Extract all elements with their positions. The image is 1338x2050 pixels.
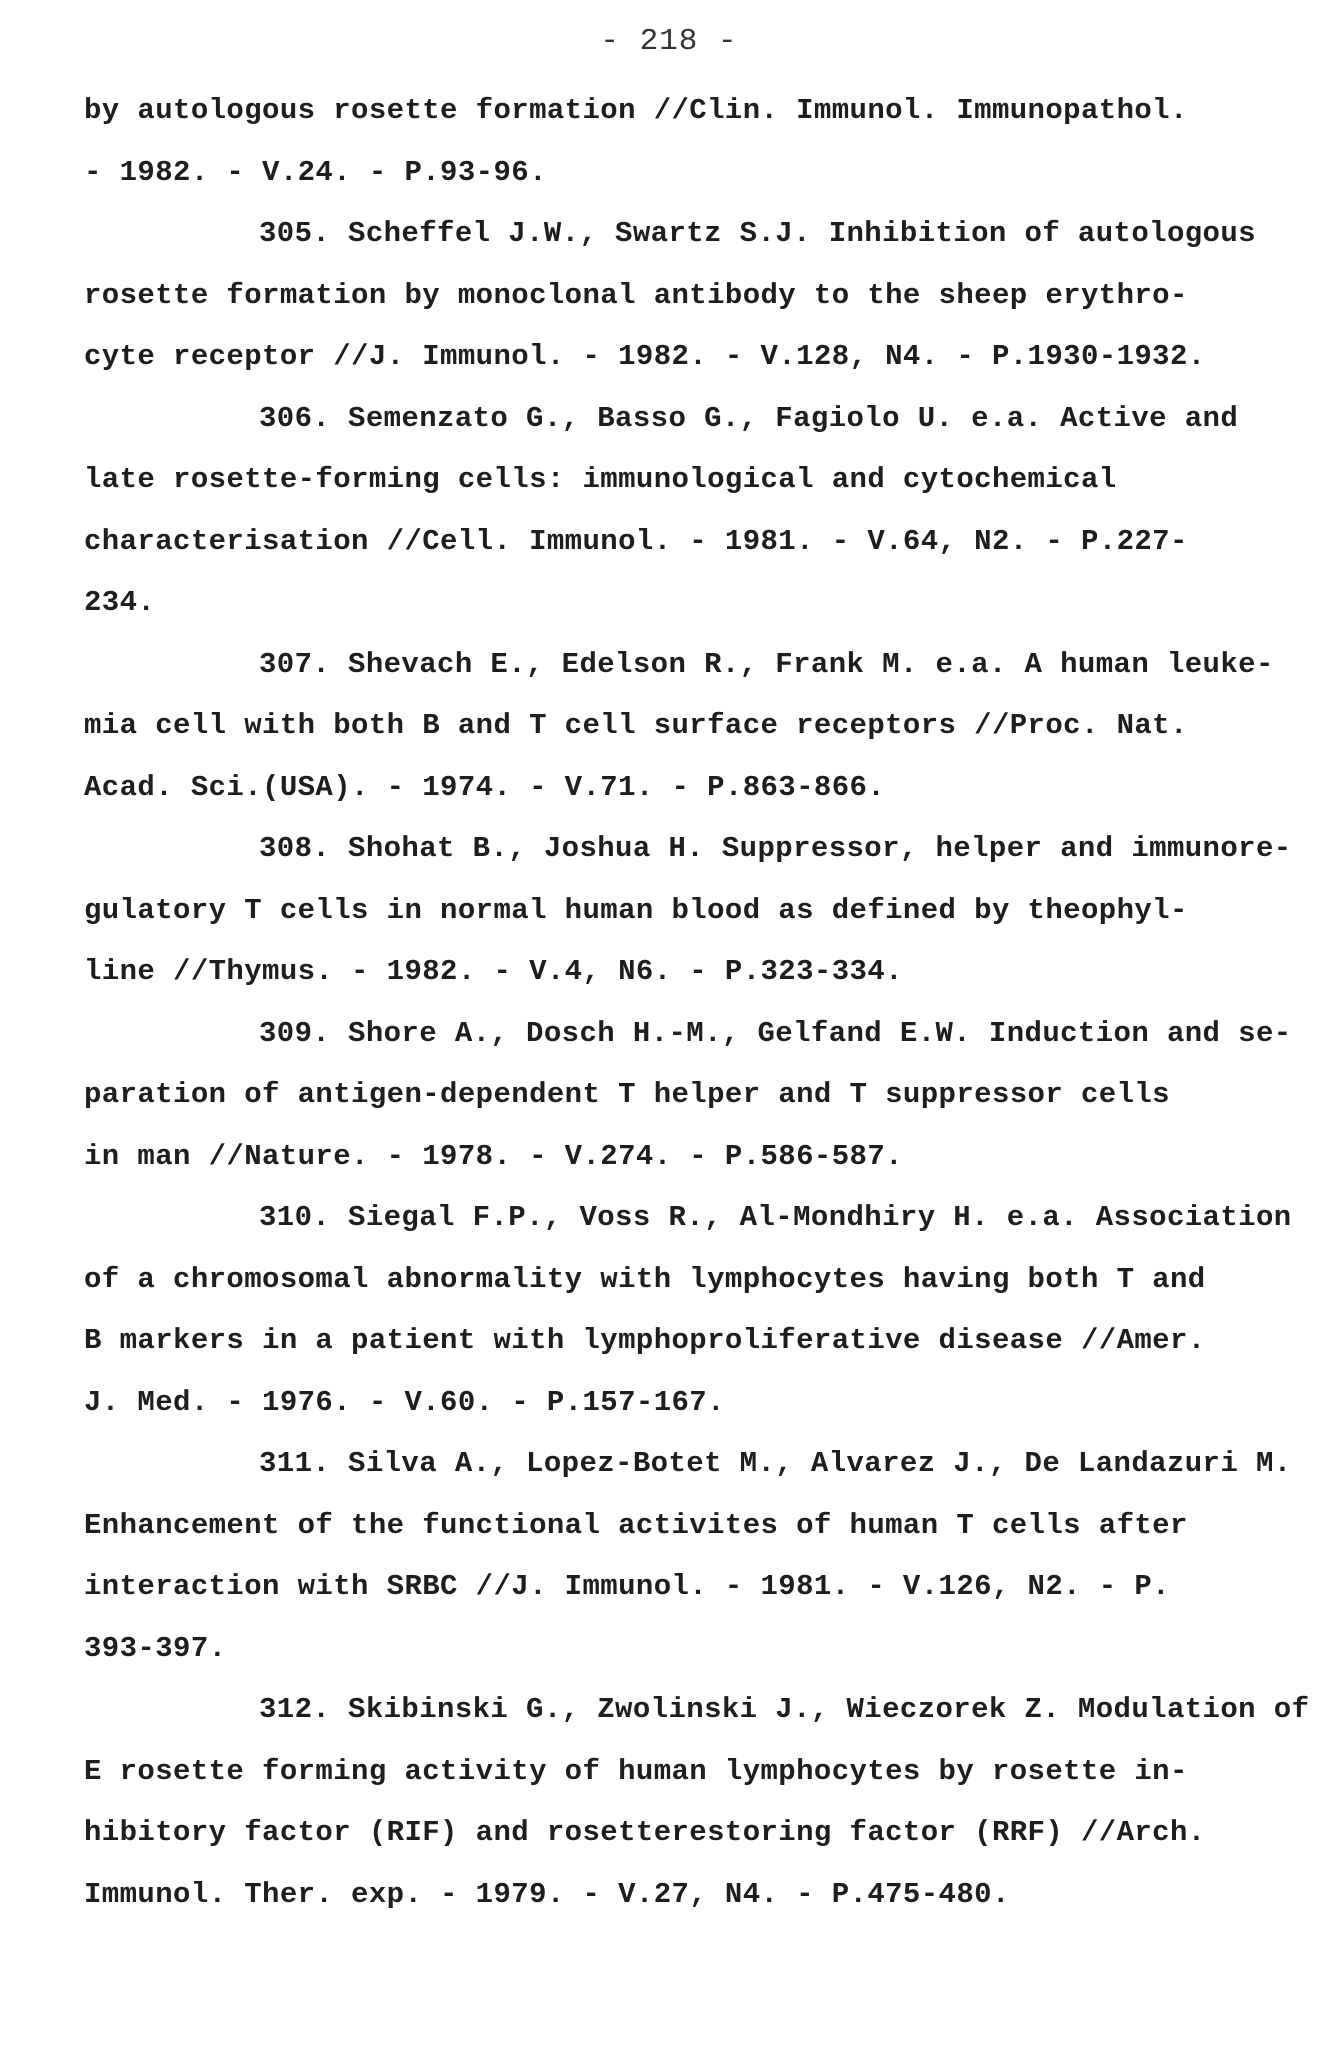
reference-start-line: 310. Siegal F.P., Voss R., Al-Mondhiry H. e.a. Association xyxy=(259,1201,1292,1234)
reference-text-line: cyte receptor //J. Immunol. - 1982. - V.128, N4. - P.1930-1932. xyxy=(84,340,1206,373)
reference-text-line: E rosette forming activity of human lymphocytes by rosette in- xyxy=(84,1754,1188,1788)
reference-text-line: line //Thymus. - 1982. - V.4, N6. - P.323-334. xyxy=(84,955,903,988)
reference-start-line: 308. Shohat B., Joshua H. Suppressor, helper and immunore- xyxy=(259,832,1292,865)
reference-start-line: 306. Semenzato G., Basso G., Fagiolo U. e.a. Active and xyxy=(259,401,1239,435)
reference-text-line: Immunol. Ther. exp. - 1979. - V.27, N4. - P.475-480. xyxy=(84,1877,1010,1911)
reference-text-line: by autologous rosette formation //Clin. Immunol. Immunopathol. xyxy=(84,94,1188,127)
reference-text-line: in man //Nature. - 1978. - V.274. - P.586-587. xyxy=(84,1139,903,1173)
reference-start-line: 305. Scheffel J.W., Swartz S.J. Inhibition of autologous xyxy=(259,217,1256,250)
reference-text-line: interaction with SRBC //J. Immunol. - 1981. - V.126, N2. - P. xyxy=(84,1570,1170,1603)
reference-text-line: 393-397. xyxy=(84,1631,227,1665)
reference-list xyxy=(84,80,1310,1925)
reference-text-line: of a chromosomal abnormality with lymphocytes having both T and xyxy=(84,1262,1206,1296)
reference-start-line: 311. Silva A., Lopez-Botet M., Alvarez J., De Landazuri M. xyxy=(259,1447,1292,1480)
page-number: - 218 - xyxy=(600,24,738,59)
reference-text-line: B markers in a patient with lymphoproliferative disease //Amer. xyxy=(84,1324,1206,1357)
reference-text-line: late rosette-forming cells: immunological and cytochemical xyxy=(84,463,1117,496)
reference-text-line: mia cell with both B and T cell surface receptors //Proc. Nat. xyxy=(84,709,1188,742)
reference-text-line: hibitory factor (RIF) and rosetterestoring factor (RRF) //Arch. xyxy=(84,1816,1206,1849)
reference-text-line: - 1982. - V.24. - P.93-96. xyxy=(84,155,547,189)
reference-start-line: 307. Shevach E., Edelson R., Frank M. e.a. A human leuke- xyxy=(259,647,1274,681)
reference-text-line: J. Med. - 1976. - V.60. - P.157-167. xyxy=(84,1385,725,1419)
reference-text-line: gulatory T cells in normal human blood as defined by theophyl- xyxy=(84,893,1188,927)
reference-start-line: 309. Shore A., Dosch H.-M., Gelfand E.W. Induction and se- xyxy=(259,1016,1292,1050)
reference-text-line: rosette formation by monoclonal antibody to the sheep erythro- xyxy=(84,278,1188,312)
reference-start-line: 312. Skibinski G., Zwolinski J., Wieczorek Z. Modulation of xyxy=(259,1693,1310,1726)
reference-text-line: 234. xyxy=(84,586,156,619)
reference-text-line: Enhancement of the functional activites of human T cells after xyxy=(84,1508,1188,1542)
reference-text-line: characterisation //Cell. Immunol. - 1981. - V.64, N2. - P.227- xyxy=(84,524,1188,558)
reference-text-line: paration of antigen-dependent T helper and T suppressor cells xyxy=(84,1078,1170,1111)
reference-text-line: Acad. Sci.(USA). - 1974. - V.71. - P.863-866. xyxy=(84,770,886,804)
